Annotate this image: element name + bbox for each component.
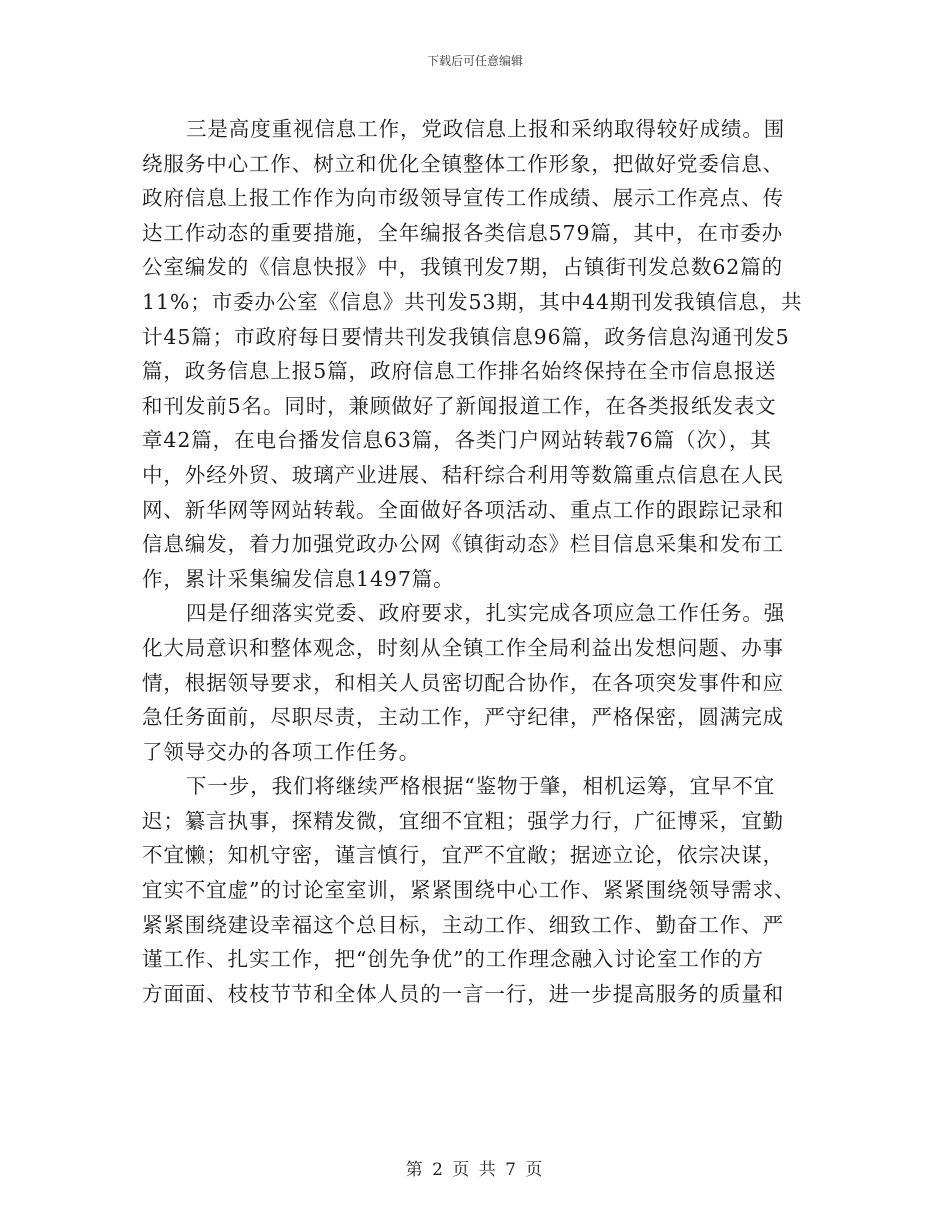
paragraph-emergency-tasks — [142, 596, 808, 769]
text-line: 四是仔细落实党委、政府要求，扎实完成各项应急工作任务。强 — [186, 601, 786, 626]
text-line: 网、新华网等网站转载。全面做好各项活动、重点工作的跟踪记录和 — [142, 497, 784, 522]
page-number-footer: 第 2 页 共 7 页 — [405, 1160, 545, 1180]
text-line: 绕服务中心工作、树立和优化全镇整体工作形象，把做好党委信息、 — [142, 151, 784, 176]
paragraph-information-work — [142, 112, 808, 596]
text-line: 作，累计采集编发信息1497篇。 — [142, 566, 455, 591]
text-line: 紧紧围绕建设幸福这个总目标，主动工作、细致工作、勤奋工作、严 — [142, 912, 784, 937]
text-line: 计45篇；市政府每日要情共刊发我镇信息96篇，政务信息沟通刊发5 — [142, 324, 790, 349]
text-line: 宜实不宜虚”的讨论室室训，紧紧围绕中心工作、紧紧围绕领导需求、 — [142, 878, 796, 903]
text-line: 政府信息上报工作作为向市级领导宣传工作成绩、展示工作亮点、传 — [142, 186, 784, 211]
text-line: 下一步，我们将继续严格根据“鉴物于肇，相机运筹，宜早不宜 — [186, 774, 776, 799]
text-line: 方面面、枝枝节节和全体人员的一言一行，进一步提高服务的质量和 — [142, 981, 784, 1006]
text-line: 不宜懒；知机守密，谨言慎行，宜严不宜敞；据迹立论，依宗决谋， — [142, 843, 784, 868]
text-line: 化大局意识和整体观念，时刻从全镇工作全局利益出发想问题、办事 — [142, 635, 784, 660]
paragraph-next-steps — [142, 769, 808, 1011]
text-line: 信息编发，着力加强党政办公网《镇街动态》栏目信息采集和发布工 — [142, 532, 784, 557]
text-line: 中，外经外贸、玻璃产业进展、秸秆综合利用等数篇重点信息在人民 — [142, 462, 784, 487]
text-line: 达工作动态的重要措施，全年编报各类信息579篇，其中，在市委办 — [142, 220, 784, 245]
document-body — [142, 112, 808, 1011]
page-header: 下载后可任意编辑 — [426, 54, 523, 68]
text-line: 谨工作、扎实工作，把“创先争优”的工作理念融入讨论室工作的方 — [142, 947, 764, 972]
text-line: 迟；纂言执事，探精发微，宜细不宜粗；强学力行，广征博采，宜勤 — [142, 808, 784, 833]
text-line: 篇，政务信息上报5篇，政府信息工作排名始终保持在全市信息报送 — [142, 359, 777, 384]
text-line: 急任务面前，尽职尽责，主动工作，严守纪律，严格保密，圆满完成 — [142, 705, 784, 730]
text-line: 情，根据领导要求，和相关人员密切配合协作，在各项突发事件和应 — [142, 670, 784, 695]
text-line: 三是高度重视信息工作，党政信息上报和采纳取得较好成绩。围 — [186, 117, 786, 141]
text-line: 公室编发的《信息快报》中，我镇刊发7期，占镇街刊发总数62篇的 — [142, 255, 784, 280]
text-line: 和刊发前5名。同时，兼顾做好了新闻报道工作，在各类报纸发表文 — [142, 393, 777, 418]
text-line: 11%；市委办公室《信息》共刊发53期，其中44期刊发我镇信息，共 — [142, 289, 803, 314]
text-line: 了领导交办的各项工作任务。 — [142, 739, 421, 764]
text-line: 章42篇，在电台播发信息63篇，各类门户网站转载76篇（次），其 — [142, 428, 772, 453]
